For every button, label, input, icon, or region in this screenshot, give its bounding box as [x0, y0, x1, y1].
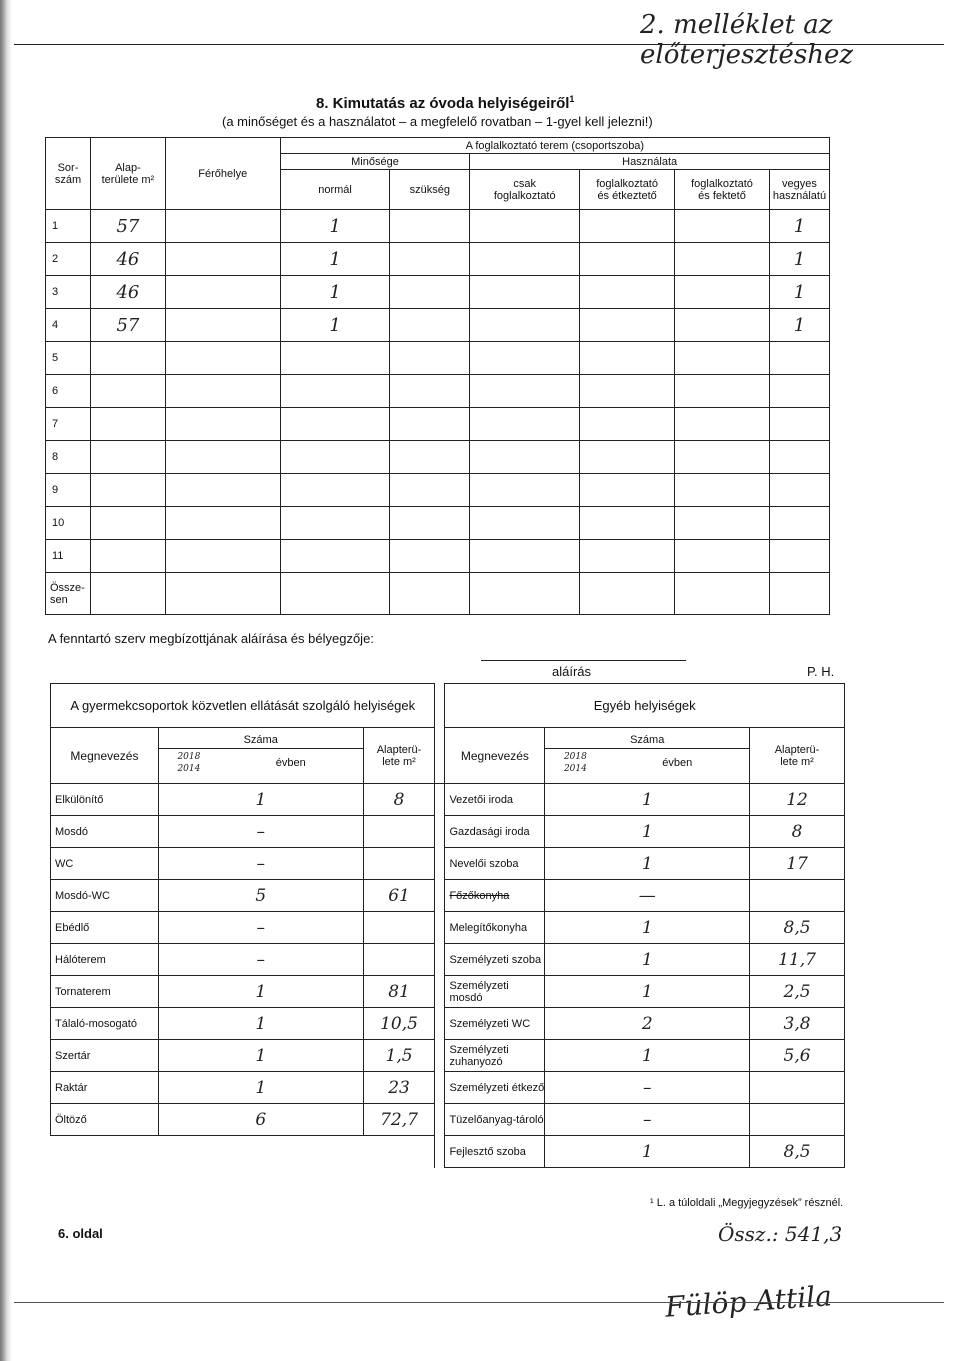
row-vegyes [769, 540, 829, 573]
row-fe [580, 474, 675, 507]
right-area: 8,5 [750, 1136, 845, 1168]
bottom-rule [14, 1302, 944, 1303]
header-ff: foglalkoztató és fektető [675, 170, 770, 210]
row-csak [470, 408, 580, 441]
row-fe [580, 507, 675, 540]
row-number: 11 [46, 540, 91, 573]
row-ferohely [165, 408, 280, 441]
table-row [46, 474, 830, 507]
row-ferohely [165, 210, 280, 243]
row-szukseg [390, 408, 470, 441]
row-ff [675, 342, 770, 375]
row-area: 46 [90, 276, 165, 309]
row-normal [280, 342, 390, 375]
left-area: 81 [363, 976, 435, 1008]
left-area: 10,5 [363, 1008, 435, 1040]
right-area [750, 880, 845, 912]
row-area [90, 507, 165, 540]
right-area: 12 [750, 784, 845, 816]
row-csak [470, 243, 580, 276]
row-number: 4 [46, 309, 91, 342]
row-vegyes [769, 408, 829, 441]
row-number: 7 [46, 408, 91, 441]
table-row [51, 1008, 845, 1040]
left-area: 8 [363, 784, 435, 816]
row-ferohely [165, 441, 280, 474]
right-name: Főzőkonyha [445, 880, 545, 912]
row-vegyes [769, 375, 829, 408]
right-count: 1 [545, 784, 750, 816]
left-name: Tornaterem [51, 976, 159, 1008]
row-number: 10 [46, 507, 91, 540]
row-number: 3 [46, 276, 91, 309]
total-label: Össze- sen [46, 573, 91, 615]
left-area [363, 912, 435, 944]
row-ferohely [165, 276, 280, 309]
row-area: 57 [90, 210, 165, 243]
right-count: 1 [545, 1136, 750, 1168]
left-count: 1 [158, 784, 363, 816]
row-area [90, 540, 165, 573]
row-ff [675, 408, 770, 441]
left-count: 1 [158, 976, 363, 1008]
left-count: 5 [158, 880, 363, 912]
row-area [90, 342, 165, 375]
row-number: 9 [46, 474, 91, 507]
header-normal: normál [280, 170, 390, 210]
header-vegyes: vegyes használatú [769, 170, 829, 210]
page-title: 8. Kimutatás az óvoda helyiségeiről$^1$ [316, 94, 575, 112]
table-row [51, 976, 845, 1008]
handwritten-header: 2. melléklet az előterjesztéshez [640, 10, 854, 70]
row-csak [470, 441, 580, 474]
row-normal: 1 [280, 309, 390, 342]
row-vegyes: 1 [769, 276, 829, 309]
row-szukseg [390, 375, 470, 408]
header-szukseg: szükség [390, 170, 470, 210]
row-normal [280, 474, 390, 507]
header-csak: csak foglalkoztató [470, 170, 580, 210]
row-ff [675, 375, 770, 408]
table-row [51, 912, 845, 944]
table-row [51, 944, 845, 976]
left-area: 23 [363, 1072, 435, 1104]
row-csak [470, 375, 580, 408]
right-name: Tüzelőanyag-tároló [445, 1104, 545, 1136]
row-ferohely [165, 474, 280, 507]
header-fe: foglalkoztató és étkeztető [580, 170, 675, 210]
row-csak [470, 342, 580, 375]
left-name: Hálóterem [51, 944, 159, 976]
row-number: 1 [46, 210, 91, 243]
table-row [51, 1040, 845, 1072]
row-vegyes [769, 342, 829, 375]
row-normal [280, 375, 390, 408]
right-count: 1 [545, 1040, 750, 1072]
signature-line-label: A fenntartó szerv megbízottjának aláírása és bélyegzője: [48, 631, 374, 646]
handwritten-signature: Fülöp Attila [664, 1279, 833, 1324]
header-hasznalata: Használata [470, 154, 830, 170]
right-area: 5,6 [750, 1040, 845, 1072]
left-area [363, 944, 435, 976]
left-name: Mosdó-WC [51, 880, 159, 912]
row-szukseg [390, 342, 470, 375]
left-area: 72,7 [363, 1104, 435, 1136]
right-count: 1 [545, 848, 750, 880]
row-normal: 1 [280, 210, 390, 243]
right-alapterulete: Alapterü- lete m² [750, 728, 845, 784]
row-area: 46 [90, 243, 165, 276]
right-area: 17 [750, 848, 845, 880]
row-ferohely [165, 309, 280, 342]
right-name: Személyzeti szoba [445, 944, 545, 976]
right-count: 1 [545, 944, 750, 976]
table-row [51, 1072, 845, 1104]
table-row [46, 441, 830, 474]
row-ff [675, 309, 770, 342]
row-ferohely [165, 243, 280, 276]
row-vegyes [769, 441, 829, 474]
left-name: WC [51, 848, 159, 880]
left-name: Öltöző [51, 1104, 159, 1136]
left-count: – [158, 944, 363, 976]
right-area [750, 1104, 845, 1136]
right-name: Személyzeti mosdó [445, 976, 545, 1008]
left-name: Mosdó [51, 816, 159, 848]
right-count: — [545, 880, 750, 912]
row-csak [470, 540, 580, 573]
row-fe [580, 309, 675, 342]
row-ff [675, 276, 770, 309]
row-fe [580, 342, 675, 375]
row-ff [675, 210, 770, 243]
left-area [363, 816, 435, 848]
right-name: Személyzeti étkező [445, 1072, 545, 1104]
row-ferohely [165, 375, 280, 408]
left-megnevezes: Megnevezés [51, 728, 159, 784]
page-number: 6. oldal [58, 1226, 103, 1241]
header-alapterulet: Alap- területe m² [90, 138, 165, 210]
table-row [46, 309, 830, 342]
row-csak [470, 210, 580, 243]
left-count: – [158, 912, 363, 944]
header-group: A foglalkoztató terem (csoportszoba) [280, 138, 829, 154]
right-title: Egyéb helyiségek [445, 684, 845, 728]
right-count: 2 [545, 1008, 750, 1040]
row-ferohely [165, 540, 280, 573]
left-area [363, 848, 435, 880]
row-ferohely [165, 507, 280, 540]
right-area [750, 1072, 845, 1104]
row-normal [280, 540, 390, 573]
right-name: Személyzeti zuhanyozó [445, 1040, 545, 1072]
left-area: 1,5 [363, 1040, 435, 1072]
row-number: 2 [46, 243, 91, 276]
row-normal [280, 408, 390, 441]
row-fe [580, 408, 675, 441]
row-fe [580, 210, 675, 243]
row-vegyes [769, 507, 829, 540]
row-szukseg [390, 309, 470, 342]
row-csak [470, 507, 580, 540]
left-alapterulete: Alapterü- lete m² [363, 728, 435, 784]
right-name: Nevelői szoba [445, 848, 545, 880]
left-count: 1 [158, 1040, 363, 1072]
ph-label: P. H. [807, 664, 835, 679]
row-szukseg [390, 210, 470, 243]
right-area: 8 [750, 816, 845, 848]
table-row [46, 408, 830, 441]
row-fe [580, 276, 675, 309]
right-count: 1 [545, 976, 750, 1008]
right-year: 2018 2014 [563, 752, 587, 774]
row-csak [470, 474, 580, 507]
left-count: 6 [158, 1104, 363, 1136]
table-row [51, 880, 845, 912]
row-fe [580, 375, 675, 408]
row-vegyes: 1 [769, 243, 829, 276]
row-area [90, 408, 165, 441]
row-szukseg [390, 243, 470, 276]
row-area [90, 441, 165, 474]
right-name: Melegítőkonyha [445, 912, 545, 944]
table-row [51, 784, 845, 816]
row-vegyes [769, 474, 829, 507]
right-szama: Száma [545, 734, 749, 749]
right-area: 11,7 [750, 944, 845, 976]
right-count: 1 [545, 912, 750, 944]
table-row [51, 1104, 845, 1136]
rooms-table [45, 137, 830, 615]
handwritten-total: Össz.: 541,3 [718, 1222, 843, 1246]
left-name: Elkülönítő [51, 784, 159, 816]
row-szukseg [390, 540, 470, 573]
row-number: 6 [46, 375, 91, 408]
total-cell [90, 573, 165, 615]
row-ff [675, 243, 770, 276]
row-normal: 1 [280, 276, 390, 309]
table-row [51, 816, 845, 848]
row-ferohely [165, 342, 280, 375]
row-normal [280, 507, 390, 540]
left-name: Ebédlő [51, 912, 159, 944]
row-area [90, 375, 165, 408]
right-name: Fejlesztő szoba [445, 1136, 545, 1168]
left-count: – [158, 816, 363, 848]
header-rule [14, 44, 944, 45]
table-row [51, 1136, 845, 1168]
row-normal: 1 [280, 243, 390, 276]
table-row [51, 848, 845, 880]
header-sorszam: Sor- szám [46, 138, 91, 210]
row-ff [675, 507, 770, 540]
right-count: – [545, 1104, 750, 1136]
footnote: ¹ L. a túloldali „Megyjegyzések” résznél. [650, 1197, 844, 1209]
right-area: 2,5 [750, 976, 845, 1008]
header-minosege: Minősége [280, 154, 470, 170]
left-count: – [158, 848, 363, 880]
right-name: Személyzeti WC [445, 1008, 545, 1040]
row-area: 57 [90, 309, 165, 342]
row-ff [675, 474, 770, 507]
row-ff [675, 441, 770, 474]
row-number: 5 [46, 342, 91, 375]
left-name: Tálaló-mosogató [51, 1008, 159, 1040]
table-row [46, 342, 830, 375]
row-csak [470, 276, 580, 309]
left-evben: évben [275, 757, 306, 769]
left-title: A gyermekcsoportok közvetlen ellátását szolgáló helyiségek [51, 684, 435, 728]
row-vegyes: 1 [769, 309, 829, 342]
left-count: 1 [158, 1008, 363, 1040]
left-year: 2018 2014 [177, 752, 201, 774]
left-name: Raktár [51, 1072, 159, 1104]
right-count: 1 [545, 816, 750, 848]
row-fe [580, 243, 675, 276]
row-ff [675, 540, 770, 573]
right-evben: évben [662, 757, 693, 769]
left-count: 1 [158, 1072, 363, 1104]
left-szama: Száma [159, 734, 363, 749]
table-row [46, 507, 830, 540]
row-number: 8 [46, 441, 91, 474]
table-row [46, 375, 830, 408]
row-szukseg [390, 474, 470, 507]
right-name: Vezetői iroda [445, 784, 545, 816]
table-row [46, 210, 830, 243]
signature-rule [481, 660, 686, 661]
alairas-label: aláírás [552, 664, 592, 679]
right-name: Gazdasági iroda [445, 816, 545, 848]
row-normal [280, 441, 390, 474]
scan-edge [0, 0, 12, 1361]
right-count: – [545, 1072, 750, 1104]
row-szukseg [390, 441, 470, 474]
table-row [46, 243, 830, 276]
row-vegyes: 1 [769, 210, 829, 243]
table-row [46, 276, 830, 309]
right-megnevezes: Megnevezés [445, 728, 545, 784]
row-area [90, 474, 165, 507]
other-rooms-table [50, 683, 845, 1168]
row-fe [580, 441, 675, 474]
right-area: 8,5 [750, 912, 845, 944]
page-subtitle: (a minőséget és a használatot – a megfelelő rovatban – 1-gyel kell jelezni!) [222, 114, 653, 129]
row-csak [470, 309, 580, 342]
table-row [46, 540, 830, 573]
row-fe [580, 540, 675, 573]
left-name: Szertár [51, 1040, 159, 1072]
right-area: 3,8 [750, 1008, 845, 1040]
row-szukseg [390, 507, 470, 540]
left-area: 61 [363, 880, 435, 912]
row-szukseg [390, 276, 470, 309]
header-ferohely: Férőhelye [165, 138, 280, 210]
